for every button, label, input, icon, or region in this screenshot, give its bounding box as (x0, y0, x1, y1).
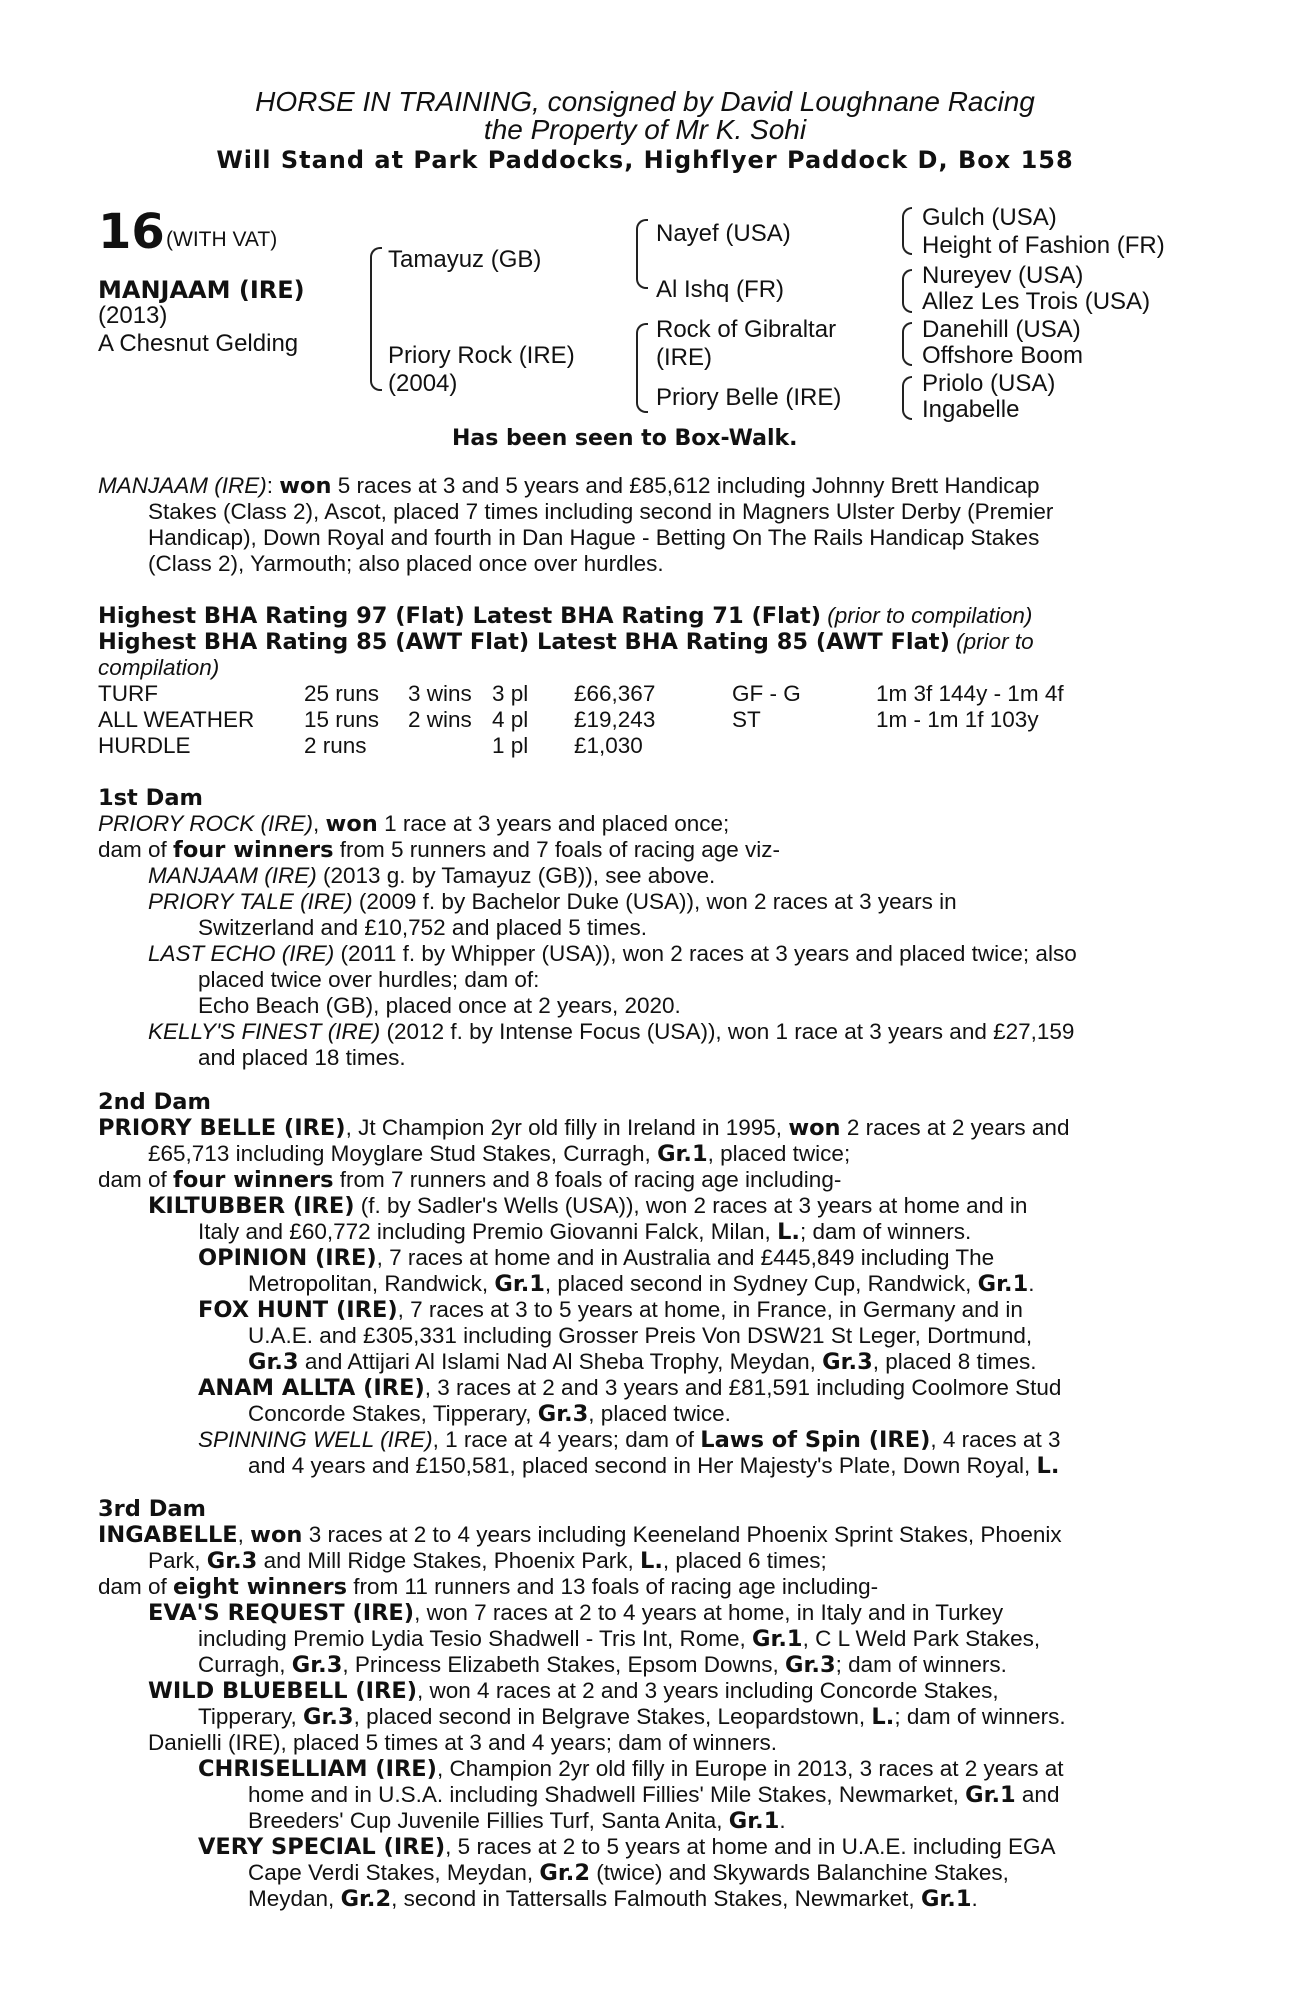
dam1-line: PRIORY ROCK (IRE), won 1 race at 3 years and placed once; (98, 811, 730, 837)
gp-brace-2 (902, 269, 912, 313)
vat-label: (WITH VAT) (166, 228, 278, 251)
ped-dam-dam: Priory Belle (IRE) (656, 384, 842, 411)
cell-surface: TURF (98, 681, 158, 706)
dam-parents-brace (636, 323, 648, 413)
ped-g1: Gulch (USA) (922, 204, 1057, 231)
summary-line-1: MANJAAM (IRE): won 5 races at 3 and 5 years and £85,612 including Johnny Brett Handicap (98, 473, 1040, 499)
dam2-line: Concorde Stakes, Tipperary, Gr.3, placed twice. (248, 1401, 731, 1427)
dam3-line: Park, Gr.3 and Mill Ridge Stakes, Phoenix Park, L., placed 6 times; (148, 1548, 827, 1574)
horse-name: MANJAAM (IRE) (98, 276, 305, 304)
ped-g4: Allez Les Trois (USA) (922, 288, 1151, 315)
cell-money: £19,243 (574, 707, 656, 732)
horse-year: (2013) (98, 302, 168, 329)
dam3-line: WILD BLUEBELL (IRE), won 4 races at 2 and 3 years including Concorde Stakes, (148, 1678, 999, 1704)
horse-description: A Chesnut Gelding (98, 330, 299, 357)
ped-g6: Offshore Boom (922, 342, 1083, 369)
sire-dam-brace (370, 247, 382, 391)
ped-dam: Priory Rock (IRE) (388, 342, 575, 369)
dam2-line: ANAM ALLTA (IRE), 3 races at 2 and 3 years and £81,591 including Coolmore Stud (198, 1375, 1062, 1401)
cell-placed: 4 pl (492, 707, 529, 732)
ped-g2: Height of Fashion (FR) (922, 232, 1165, 259)
stand-line: Will Stand at Park Paddocks, Highflyer Paddock D, Box 158 (216, 146, 1074, 174)
ped-g8: Ingabelle (922, 396, 1020, 423)
dam3-line: EVA'S REQUEST (IRE), won 7 races at 2 to 4 years at home, in Italy and in Turkey (148, 1600, 1004, 1626)
dam2-line: SPINNING WELL (IRE), 1 race at 4 years; dam of Laws of Spin (IRE), 4 races at 3 (198, 1427, 1061, 1453)
dam2-heading: 2nd Dam (98, 1089, 211, 1115)
dam2-line: Italy and £60,772 including Premio Giovanni Falck, Milan, L.; dam of winners. (198, 1219, 972, 1245)
dam2-line: Metropolitan, Randwick, Gr.1, placed second in Sydney Cup, Randwick, Gr.1. (248, 1271, 1035, 1297)
cell-wins: 3 wins (408, 681, 472, 706)
dam2-line: dam of four winners from 7 runners and 8 foals of racing age including- (98, 1167, 842, 1193)
cell-going: GF - G (732, 681, 801, 706)
cell-money: £1,030 (574, 733, 643, 758)
dam1-line: Echo Beach (GB), placed once at 2 years, 2020. (198, 993, 681, 1018)
dam3-line: dam of eight winners from 11 runners and 13 foals of racing age including- (98, 1574, 879, 1600)
dam1-line: MANJAAM (IRE) (2013 g. by Tamayuz (GB)), see above. (148, 863, 716, 888)
box-walk-note: Has been seen to Box-Walk. (452, 426, 798, 451)
sire-parents-brace (636, 219, 648, 289)
dam3-line: VERY SPECIAL (IRE), 5 races at 2 to 5 years at home and in U.A.E. including EGA (198, 1834, 1056, 1860)
cell-money: £66,367 (574, 681, 656, 706)
lot-number: 16 (98, 204, 165, 260)
cell-distance: 1m 3f 144y - 1m 4f (876, 681, 1064, 706)
cell-going: ST (732, 707, 761, 732)
dam3-line: Cape Verdi Stakes, Meydan, Gr.2 (twice) and Skywards Balanchine Stakes, (248, 1860, 1009, 1886)
ped-sire-dam: Al Ishq (FR) (656, 276, 785, 303)
dam2-line: PRIORY BELLE (IRE), Jt Champion 2yr old filly in Ireland in 1995, won 2 races at 2 years and (98, 1115, 1070, 1141)
summary-line-3: Handicap), Down Royal and fourth in Dan Hague - Betting On The Rails Handicap Stakes (148, 525, 1040, 550)
dam3-line: Meydan, Gr.2, second in Tattersalls Falmouth Stakes, Newmarket, Gr.1. (248, 1886, 978, 1912)
gp-brace-4 (902, 376, 912, 420)
cell-distance: 1m - 1m 1f 103y (876, 707, 1039, 732)
header-title-line1: HORSE IN TRAINING, consigned by David Loughnane Racing (255, 86, 1035, 117)
dam3-line: Danielli (IRE), placed 5 times at 3 and 4 years; dam of winners. (148, 1730, 778, 1755)
dam1-heading: 1st Dam (98, 785, 203, 811)
dam2-line: FOX HUNT (IRE), 7 races at 3 to 5 years at home, in France, in Germany and in (198, 1297, 1023, 1323)
dam1-line: and placed 18 times. (198, 1045, 406, 1070)
dam3-line: including Premio Lydia Tesio Shadwell - Tris Int, Rome, Gr.1, C L Weld Park Stakes, (198, 1626, 1041, 1652)
ped-dam-sire-b: (IRE) (656, 344, 712, 371)
dam2-line: OPINION (IRE), 7 races at home and in Australia and £445,849 including The (198, 1245, 995, 1271)
ped-g3: Nureyev (USA) (922, 262, 1084, 289)
dam3-line: CHRISELLIAM (IRE), Champion 2yr old filly in Europe in 2013, 3 races at 2 years at (198, 1756, 1064, 1782)
rating-line-2: Highest BHA Rating 85 (AWT Flat) Latest BHA Rating 85 (AWT Flat) (prior to (98, 629, 1034, 655)
rating-line-1: Highest BHA Rating 97 (Flat) Latest BHA Rating 71 (Flat) (prior to compilation) (98, 603, 1033, 629)
dam2-line: £65,713 including Moyglare Stud Stakes, Curragh, Gr.1, placed twice; (148, 1141, 851, 1167)
dam1-line: PRIORY TALE (IRE) (2009 f. by Bachelor Duke (USA)), won 2 races at 3 years in (148, 889, 957, 914)
cell-surface: HURDLE (98, 733, 191, 758)
ped-sire-sire: Nayef (USA) (656, 220, 791, 247)
summary-line-4: (Class 2), Yarmouth; also placed once over hurdles. (148, 551, 664, 576)
ped-g7: Priolo (USA) (922, 370, 1056, 397)
dam2-line: Gr.3 and Attijari Al Islami Nad Al Sheba Trophy, Meydan, Gr.3, placed 8 times. (248, 1349, 1037, 1375)
dam2-line: and 4 years and £150,581, placed second in Her Majesty's Plate, Down Royal, L. (248, 1453, 1060, 1479)
dam1-line: LAST ECHO (IRE) (2011 f. by Whipper (USA)), won 2 races at 3 years and placed twice; also (148, 941, 1077, 966)
cell-runs: 15 runs (304, 707, 380, 732)
gp-brace-1 (902, 207, 912, 255)
dam1-line: KELLY'S FINEST (IRE) (2012 f. by Intense Focus (USA)), won 1 race at 3 years and £27,159 (148, 1019, 1075, 1044)
cell-surface: ALL WEATHER (98, 707, 255, 732)
dam3-line: home and in U.S.A. including Shadwell Fillies' Mile Stakes, Newmarket, Gr.1 and (248, 1782, 1060, 1808)
dam3-line: Curragh, Gr.3, Princess Elizabeth Stakes, Epsom Downs, Gr.3; dam of winners. (198, 1652, 1007, 1678)
dam3-line: INGABELLE, won 3 races at 2 to 4 years including Keeneland Phoenix Sprint Stakes, Phoenix (98, 1522, 1062, 1548)
gp-brace-3 (902, 322, 912, 366)
dam2-line: KILTUBBER (IRE) (f. by Sadler's Wells (USA)), won 2 races at 3 years at home and in (148, 1193, 1028, 1219)
cell-placed: 3 pl (492, 681, 529, 706)
cell-runs: 25 runs (304, 681, 380, 706)
dam2-line: U.A.E. and £305,331 including Grosser Preis Von DSW21 St Leger, Dortmund, (248, 1323, 1033, 1348)
summary-line-2: Stakes (Class 2), Ascot, placed 7 times including second in Magners Ulster Derby (Premier (148, 499, 1054, 524)
dam3-line: Tipperary, Gr.3, placed second in Belgrave Stakes, Leopardstown, L.; dam of winners. (198, 1704, 1066, 1730)
ped-g5: Danehill (USA) (922, 316, 1081, 343)
cell-placed: 1 pl (492, 733, 529, 758)
dam1-line: Switzerland and £10,752 and placed 5 times. (198, 915, 648, 940)
ped-sire: Tamayuz (GB) (388, 246, 542, 273)
ped-dam-year: (2004) (388, 370, 458, 397)
header-title-line2: the Property of Mr K. Sohi (483, 114, 807, 145)
rating-line-3: compilation) (98, 655, 220, 680)
dam1-line: placed twice over hurdles; dam of: (198, 967, 540, 992)
cell-wins: 2 wins (408, 707, 472, 732)
ped-dam-sire-a: Rock of Gibraltar (656, 316, 837, 343)
dam3-heading: 3rd Dam (98, 1496, 206, 1522)
dam1-line: dam of four winners from 5 runners and 7 foals of racing age viz- (98, 837, 781, 863)
cell-runs: 2 runs (304, 733, 367, 758)
dam3-line: Breeders' Cup Juvenile Fillies Turf, Santa Anita, Gr.1. (248, 1808, 786, 1834)
